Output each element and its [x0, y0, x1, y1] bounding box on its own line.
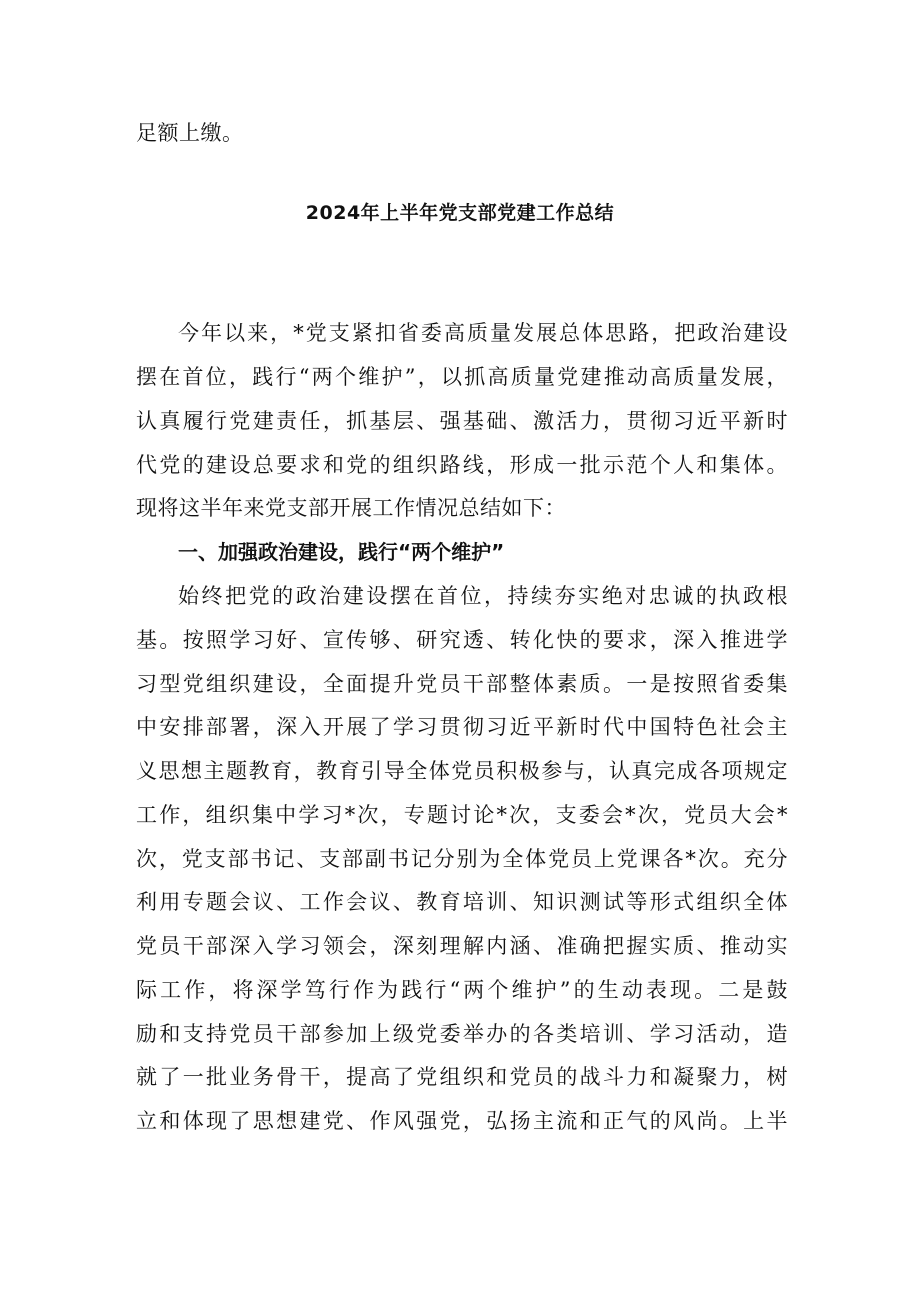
intro-line-3: 认真履行党建责任，抓基层、强基础、激活力，贯彻习近平新时	[136, 409, 788, 433]
section-line-5: 义思想主题教育，教育引导全体党员积极参与，认真完成各项规定	[136, 759, 788, 783]
intro-line-4: 代党的建设总要求和党的组织路线，形成一批示范个人和集体。	[136, 453, 788, 477]
section-line-1: 始终把党的政治建设摆在首位，持续夯实绝对忠诚的执政根	[178, 584, 788, 608]
section-line-4: 中安排部署，深入开展了学习贯彻习近平新时代中国特色社会主	[136, 715, 788, 739]
section-line-2: 基。按照学习好、宣传够、研究透、转化快的要求，深入推进学	[136, 628, 788, 652]
section-line-3: 习型党组织建设，全面提升党员干部整体素质。一是按照省委集	[136, 672, 788, 696]
section-line-7: 次，党支部书记、支部副书记分别为全体党员上党课各*次。充分	[136, 847, 788, 871]
section-line-13: 立和体现了思想建党、作风强党，弘扬主流和正气的风尚。上半	[136, 1109, 788, 1133]
section-line-10: 际工作，将深学笃行作为践行“两个维护”的生动表现。二是鼓	[136, 978, 788, 1002]
section-line-12: 就了一批业务骨干，提高了党组织和党员的战斗力和凝聚力，树	[136, 1065, 788, 1089]
intro-line-1: 今年以来，*党支紧扣省委高质量发展总体思路，把政治建设	[178, 321, 788, 345]
section-line-8: 利用专题会议、工作会议、教育培训、知识测试等形式组织全体	[136, 890, 788, 914]
document-title: 2024年上半年党支部党建工作总结	[305, 202, 615, 224]
section-line-9: 党员干部深入学习领会，深刻理解内涵、准确把握实质、推动实	[136, 934, 788, 958]
section-heading: 一、加强政治建设，践行“两个维护”	[178, 540, 505, 564]
intro-line-2: 摆在首位，践行“两个维护”，以抓高质量党建推动高质量发展，	[136, 365, 788, 389]
section-line-11: 励和支持党员干部参加上级党委举办的各类培训、学习活动，造	[136, 1022, 788, 1046]
section-line-6: 工作，组织集中学习*次，专题讨论*次，支委会*次，党员大会*	[136, 803, 788, 827]
intro-line-5: 现将这半年来党支部开展工作情况总结如下：	[136, 496, 566, 520]
carryover-line: 足额上缴。	[136, 121, 244, 145]
